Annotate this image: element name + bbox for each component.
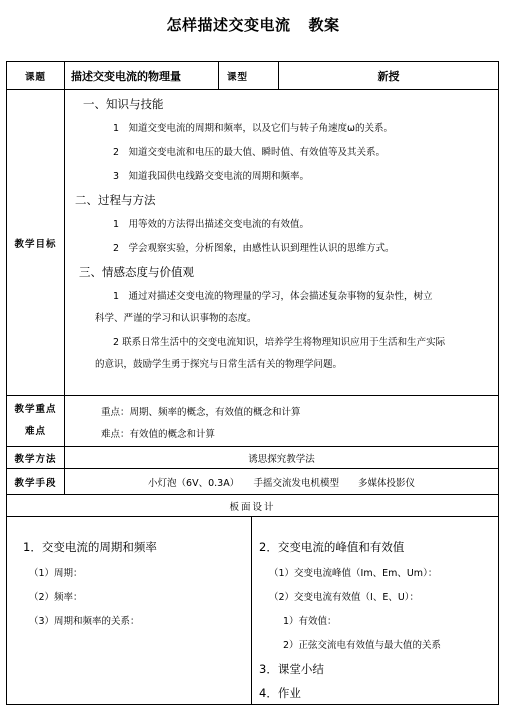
- type-value: 新授: [279, 62, 499, 90]
- objectives-row: [7, 90, 499, 396]
- topic-label: 课题: [7, 62, 65, 90]
- objective-heading-process: 二、过程与方法: [75, 193, 156, 207]
- key-points-row: [7, 396, 499, 447]
- objective-item: 的意识，鼓励学生勇于探究与日常生活有关的物理学问题。: [95, 359, 343, 370]
- objective-heading-attitude: 三、情感态度与价值观: [79, 265, 194, 279]
- board-left-line: （1）周期：: [29, 568, 83, 579]
- means-row: [7, 469, 499, 495]
- objective-item: 1 用等效的方法得出描述交变电流的有效值。: [113, 219, 310, 230]
- title-suffix: 教案: [308, 16, 340, 34]
- board-right-line: 1）有效值：: [283, 616, 337, 627]
- board-left-line: （3）周期和频率的关系：: [29, 616, 140, 627]
- method-row: [7, 447, 499, 469]
- objective-item: 1 通过对描述交变电流的物理量的学习，体会描述复杂事物的复杂性，树立: [113, 291, 433, 302]
- objective-item: 3 知道我国供电线路交变电流的周期和频率。: [113, 171, 310, 182]
- board-left-line: （2）频率：: [29, 592, 83, 603]
- board-right-title: 2．交变电流的峰值和有效值: [259, 540, 405, 554]
- objective-item: 2 知道交变电流和电压的最大值、瞬时值、有效值等及其关系。: [113, 147, 386, 158]
- method-value: 诱思探究教学法: [65, 447, 499, 469]
- key-points-content: [65, 396, 499, 447]
- difficult-point-text: 难点：有效值的概念和计算: [101, 429, 216, 440]
- key-points-label: [7, 396, 65, 447]
- document-title: [0, 14, 506, 35]
- key-points-label-line1: 教学重点: [14, 404, 57, 415]
- topic-value: 描述交变电流的物理量: [65, 62, 219, 90]
- objective-item: 1 知道交变电流的周期和频率，以及它们与转子角速度ω的关系。: [113, 123, 394, 134]
- objective-item: 2 联系日常生活中的交变电流知识，培养学生将物理知识应用于生活和生产实际: [113, 337, 446, 348]
- key-points-label-line2: 难点: [24, 426, 46, 437]
- board-header-row: [7, 495, 499, 517]
- board-design-content: [7, 517, 499, 705]
- board-summary: 3．课堂小结: [259, 662, 324, 676]
- board-design-row: [7, 517, 499, 705]
- board-right-line: （2）交变电流有效值（I、E、U）：: [269, 592, 420, 603]
- board-left-title: 1．交变电流的周期和频率: [23, 540, 157, 554]
- objectives-label: 教学目标: [7, 90, 65, 396]
- board-right-line: （1）交变电流峰值（Im、Em、Um）：: [269, 568, 438, 579]
- key-point-text: 重点：周期、频率的概念，有效值的概念和计算: [101, 407, 301, 418]
- type-label: 课型: [219, 62, 279, 90]
- objectives-content: [65, 90, 499, 396]
- lesson-plan-table: [6, 61, 499, 705]
- title-main: 怎样描述交变电流: [166, 16, 291, 34]
- method-label: 教学方法: [7, 447, 65, 469]
- board-design-header: 板面设计: [7, 495, 499, 517]
- topic-row: [7, 62, 499, 90]
- objective-item: 科学、严谨的学习和认识事物的态度。: [95, 313, 257, 324]
- means-label: 教学手段: [7, 469, 65, 495]
- means-value: 小灯泡（6V、0.3A） 手摇交流发电机模型 多媒体投影仪: [65, 469, 499, 495]
- board-right-line: 2）正弦交流电有效值与最大值的关系: [283, 640, 442, 651]
- board-divider: [251, 517, 252, 704]
- objective-item: 2 学会观察实验，分析图象，由感性认识到理性认识的思维方式。: [113, 243, 395, 254]
- objective-heading-knowledge: 一、知识与技能: [83, 97, 164, 111]
- board-homework: 4．作业: [259, 686, 301, 700]
